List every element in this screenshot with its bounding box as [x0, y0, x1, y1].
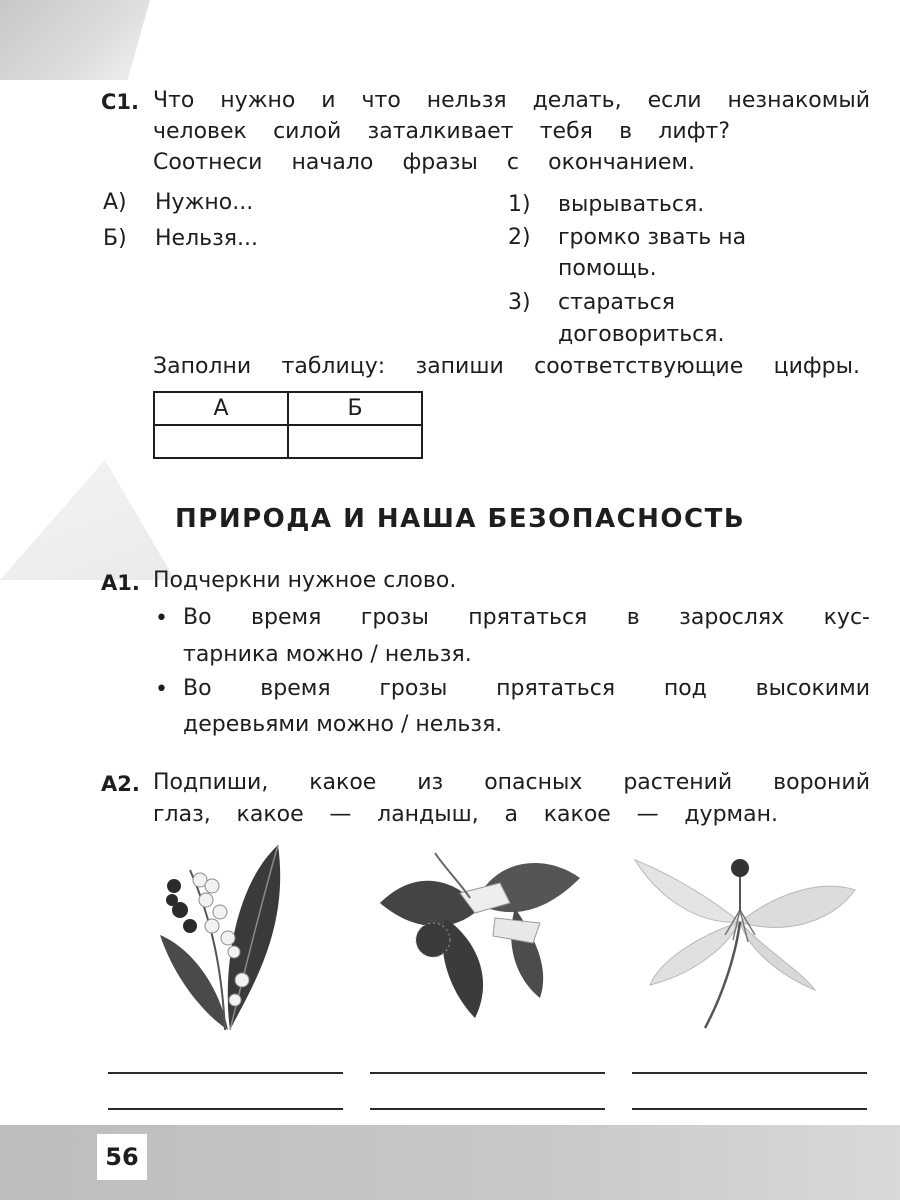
table-instruction: Заполни таблицу: запиши соответствующие цифры.	[153, 354, 860, 379]
answer-cell-b[interactable]	[288, 425, 422, 458]
ending-text-2: громко звать на	[558, 225, 747, 250]
ending-text-1: вырываться.	[558, 192, 705, 217]
ending-number-2: 2)	[508, 225, 531, 250]
corner-shading	[0, 0, 150, 80]
start-text-b: Нельзя...	[155, 226, 259, 251]
bullet-line: Во время грозы прятаться под высокими	[183, 676, 870, 701]
datura-image	[375, 848, 585, 1023]
answer-line[interactable]	[108, 1072, 343, 1074]
ending-number-3: 3)	[508, 290, 531, 315]
background-shape	[0, 460, 175, 580]
lily-of-the-valley-image	[150, 840, 310, 1035]
table-header-b: Б	[288, 392, 422, 425]
question-c1-line: человек силой заталкивает тебя в лифт?	[153, 119, 730, 144]
start-text-a: Нужно...	[155, 190, 254, 215]
answer-line[interactable]	[632, 1072, 867, 1074]
answer-line[interactable]	[632, 1108, 867, 1110]
bullet-line: деревьями можно / нельзя.	[183, 712, 503, 737]
question-c1-line: Что нужно и что нельзя делать, если незнакомый	[153, 88, 870, 113]
section-title: ПРИРОДА И НАША БЕЗОПАСНОСТЬ	[175, 504, 746, 534]
ending-text-2: помощь.	[558, 256, 657, 281]
answer-line[interactable]	[108, 1108, 343, 1110]
answer-line[interactable]	[370, 1108, 605, 1110]
start-letter-a: А)	[103, 190, 127, 215]
question-c1-line: Соотнеси начало фразы с окончанием.	[153, 150, 695, 175]
answer-line[interactable]	[370, 1072, 605, 1074]
bullet-line: Во время грозы прятаться в зарослях кус-	[183, 605, 870, 630]
question-a1-label: А1.	[101, 571, 140, 595]
ending-text-3: стараться	[558, 290, 675, 315]
answer-table	[153, 391, 423, 459]
page-number: 56	[97, 1134, 147, 1180]
question-c1-label: С1.	[101, 90, 140, 114]
question-a2-line: глаз, какое — ландыш, а какое — дурман.	[153, 802, 778, 827]
herb-paris-image	[630, 850, 860, 1030]
question-a2-line: Подпиши, какое из опасных растений вороний	[153, 770, 870, 795]
question-a2-label: А2.	[101, 772, 140, 796]
answer-cell-a[interactable]	[154, 425, 288, 458]
bullet-line: тарника можно / нельзя.	[183, 642, 472, 667]
start-letter-b: Б)	[103, 226, 127, 251]
bullet-dot: •	[155, 606, 168, 631]
table-header-a: А	[154, 392, 288, 425]
question-a1-instruction: Подчеркни нужное слово.	[153, 568, 457, 593]
bullet-dot: •	[155, 677, 168, 702]
ending-number-1: 1)	[508, 192, 531, 217]
ending-text-3: договориться.	[558, 322, 725, 347]
